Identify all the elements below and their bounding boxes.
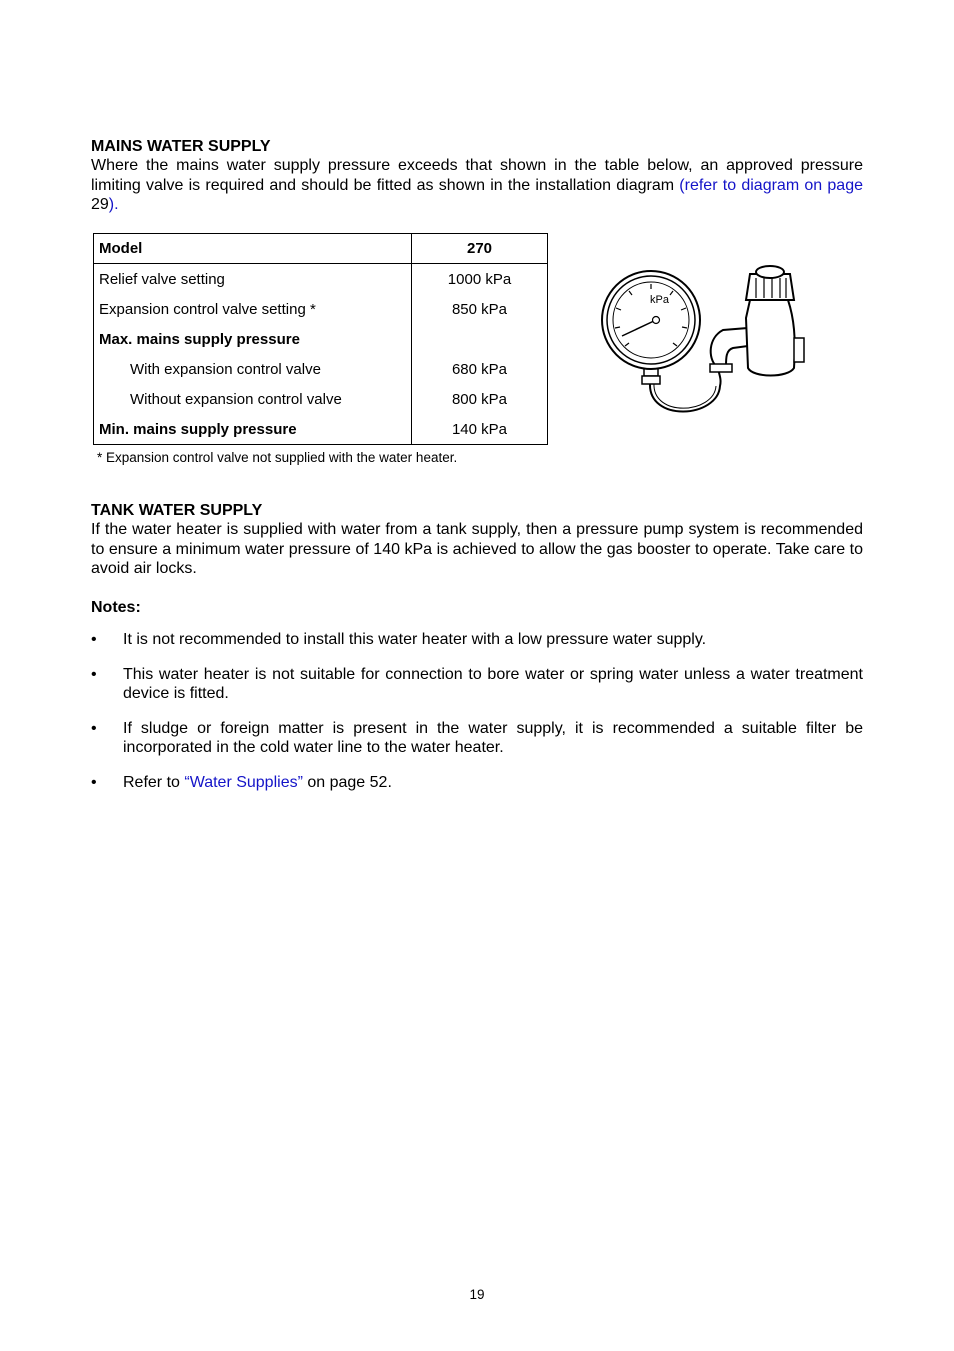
table-header-value: 270 [412,234,548,264]
note-suffix: on page 52. [302,773,392,791]
bullet-icon: • [91,665,97,683]
mains-text: Where the mains water supply pressure exceeds that shown in the table below, an approved pressure limiting valve is required and should be fitted as shown in the installation diagram [91,157,863,194]
row-label: Min. mains supply pressure [94,414,412,445]
bullet-icon: • [91,773,97,791]
notes-heading: Notes: [91,599,141,616]
note-text: It is not recommended to install this water heater with a low pressure water supply. [123,631,707,648]
row-value: 140 kPa [412,414,548,445]
pressure-table [93,233,548,445]
row-label: Relief valve setting [94,264,412,295]
list-item [91,719,863,758]
table-header-label: Model [94,234,412,264]
note-prefix: Refer to [123,773,185,791]
table-row [94,354,548,384]
row-value: 1000 kPa [412,264,548,295]
diagram-link-close[interactable]: ). [108,196,119,213]
table-footnote: * Expansion control valve not supplied with the water heater. [97,450,458,465]
mains-heading: MAINS WATER SUPPLY [91,138,271,155]
row-label: Expansion control valve setting * [94,294,412,324]
table-row [94,264,548,295]
table-row [94,294,548,324]
bullet-icon: • [91,631,97,648]
note-text: This water heater is not suitable for connection to bore water or spring water unless a water treatment device is fitted. [123,665,863,702]
page-number: 19 [469,1287,485,1302]
table-row [94,384,548,414]
list-item [91,773,863,793]
row-value: 800 kPa [412,384,548,414]
table-row [94,414,548,445]
table-row [94,324,548,354]
row-value: 850 kPa [412,294,548,324]
row-value [412,324,548,354]
pressure-gauge-illustration [598,258,818,420]
tank-paragraph: If the water heater is supplied with water from a tank supply, then a pressure pump system is recommended to ensure a minimum water pressure of 140 kPa is achieved to allow the gas booster to operate. Take care to avoid air locks. [91,521,863,577]
row-value: 680 kPa [412,354,548,384]
gauge-unit-label: kPa [650,294,669,306]
bullet-icon: • [91,719,97,737]
list-item [91,665,863,704]
row-label: With expansion control valve [94,354,412,384]
mains-paragraph [91,156,863,215]
row-label: Max. mains supply pressure [94,324,412,354]
table-header-row [94,234,548,264]
row-label: Without expansion control valve [94,384,412,414]
note-text: If sludge or foreign matter is present in the water supply, it is recommended a suitable filter be incorporated in the cold water line to the water heater. [123,719,863,756]
list-item [91,630,863,650]
tank-heading: TANK WATER SUPPLY [91,502,263,519]
water-supplies-link[interactable]: “Water Supplies” [184,773,303,791]
diagram-link[interactable]: (refer to diagram on page [679,176,864,194]
page-ref: 29 [91,196,109,213]
notes-list [91,630,863,807]
